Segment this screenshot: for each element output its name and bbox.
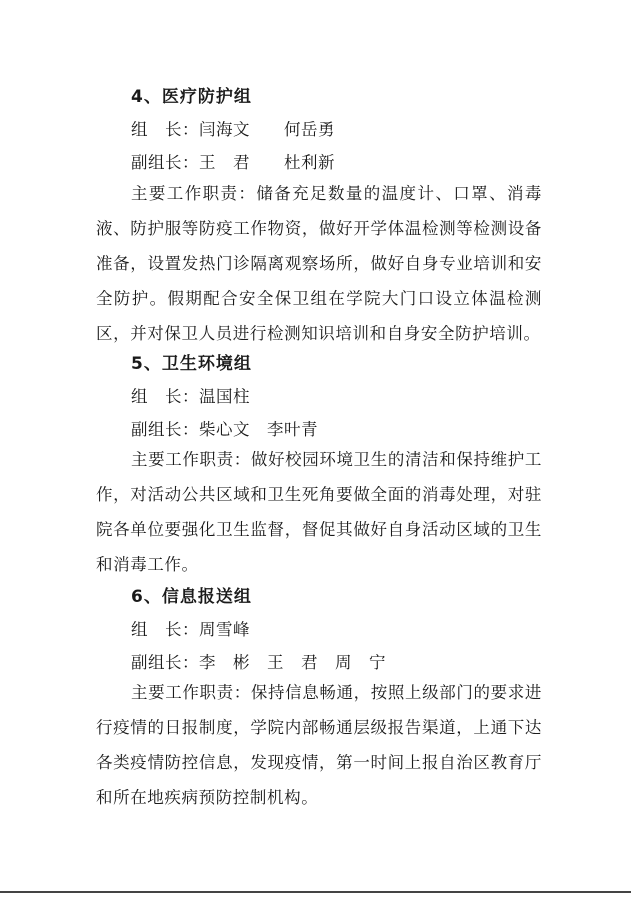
duties-paragraph: 主要工作职责：储备充足数量的温度计、口罩、消毒液、防护服等防疫工作物资，做好开学体温检测等检测设备准备，设置发热门诊隔离观察场所，做好自身专业培训和安全防护。假期配合安全保卫组在学院大门口设立体温检测区，并对保卫人员进行检测知识培训和自身安全防护培训。	[96, 184, 542, 343]
section-heading: 5、卫生环境组	[131, 354, 252, 374]
section-heading: 6、信息报送组	[131, 587, 252, 607]
section-heading: 4、医疗防护组	[131, 87, 252, 107]
deputy-leader-line: 副组长：王 君 杜利新	[131, 153, 335, 172]
deputy-leader-line: 副组长：李 彬 王 君 周 宁	[131, 653, 386, 672]
duties-paragraph: 主要工作职责：保持信息畅通，按照上级部门的要求进行疫情的日报制度，学院内部畅通层级报告渠道，上通下达各类疫情防控信息，发现疫情，第一时间上报自治区教育厅和所在地疾病预防控制机构。	[96, 683, 542, 807]
bottom-divider	[0, 891, 631, 893]
group-leader-line: 组 长：温国柱	[131, 387, 250, 406]
deputy-leader-line: 副组长：柴心文 李叶青	[131, 420, 318, 439]
group-leader-line: 组 长：周雪峰	[131, 620, 250, 639]
group-leader-line: 组 长：闫海文 何岳勇	[131, 120, 335, 139]
duties-paragraph: 主要工作职责：做好校园环境卫生的清洁和保持维护工作，对活动公共区域和卫生死角要做全面的消毒处理，对驻院各单位要强化卫生监督，督促其做好自身活动区域的卫生和消毒工作。	[96, 450, 542, 574]
